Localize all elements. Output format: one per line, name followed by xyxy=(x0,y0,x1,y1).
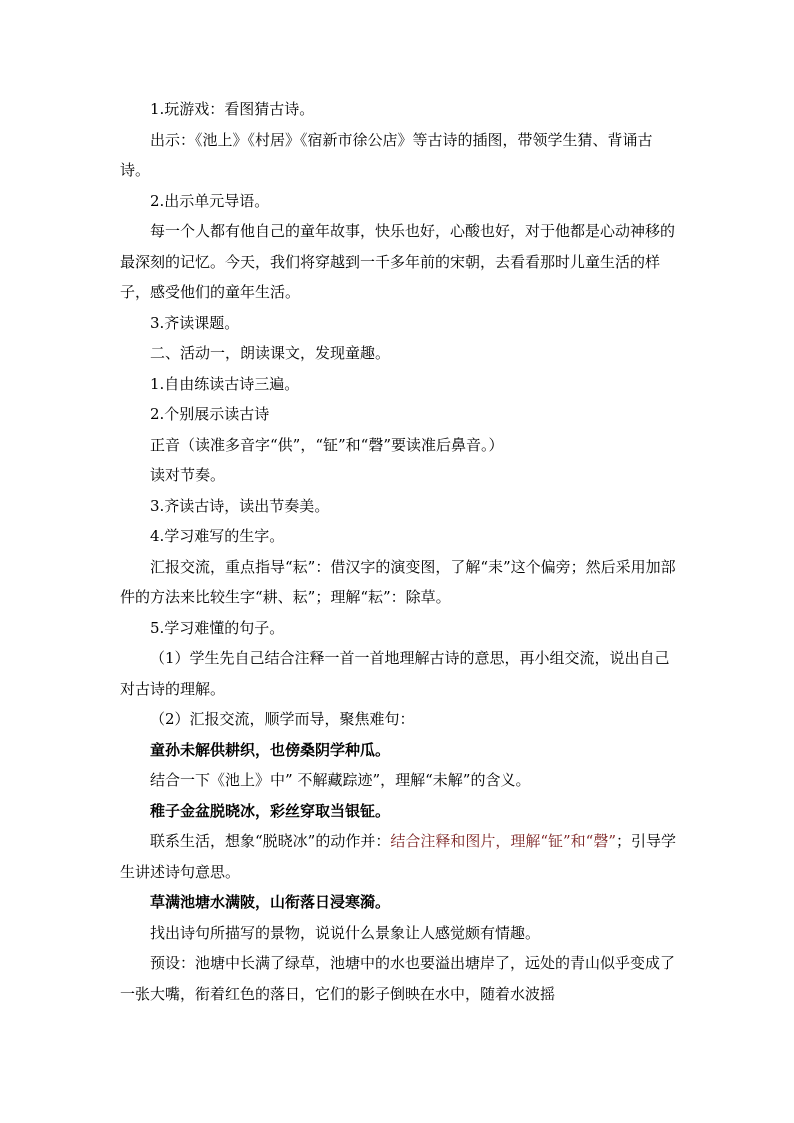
poem-line-two: 稚子金盆脱晓冰，彩丝穿取当银钲。 xyxy=(150,801,391,820)
paragraph-find-scenery: 找出诗句所描写的景物，说说什么景象让人感觉颇有情趣。 xyxy=(150,923,541,942)
paragraph-unit-intro: 每一个人都有他自己的童年故事，快乐也好，心酸也好，对于他都是心动神移的最深刻的记忆。今天，我们将穿越到一千多年前的宋朝，去看看那时儿童生活的样子，感受他们的童年生活。 xyxy=(120,222,676,301)
paragraph-activity-one: 二、活动一，朗读课文，发现童趣。 xyxy=(150,344,391,362)
paragraph-explain-zheng xyxy=(120,826,680,887)
paragraph-read-title: 3.齐读课题。 xyxy=(150,313,240,332)
paragraph-group-reading: 3.齐读古诗，读出节奏美。 xyxy=(150,496,330,515)
paragraph-game: 1.玩游戏：看图猜古诗。 xyxy=(150,100,315,118)
paragraph-pronunciation: 正音（读准多音字“供”，“钲”和“磬”要读准后鼻音。） xyxy=(150,435,504,454)
explain-zheng-tail: ；引导学生讲述诗句意思。 xyxy=(120,832,677,881)
paragraph-show-pictures: 出示：《池上》《村居》《宿新市徐公店》等古诗的插图，带领学生猜、背诵古诗。 xyxy=(120,130,653,179)
paragraph-rhythm: 读对节奏。 xyxy=(150,466,226,484)
paragraph-step-two: （2）汇报交流，顺学而导，聚焦难句： xyxy=(150,710,415,728)
poem-line-three: 草满池塘水满陂，山衔落日浸寒漪。 xyxy=(150,893,391,911)
paragraph-individual-reading: 2.个别展示读古诗 xyxy=(150,405,270,423)
paragraph-hard-sentences: 5.学习难懂的句子。 xyxy=(150,618,285,637)
paragraph-explain-weijie: 结合一下《池上》中” 不解藏踪迹”，理解“未解”的含义。 xyxy=(150,771,531,789)
explain-zheng-highlight: 结合注释和图片，理解“钲”和“磬” xyxy=(390,832,617,850)
explain-zheng-lead: 联系生活，想象“脱晓冰”的动作并： xyxy=(150,832,391,850)
document-body xyxy=(120,94,680,1009)
paragraph-free-reading: 1.自由练读古诗三遍。 xyxy=(150,374,300,393)
paragraph-hard-characters: 4.学习难写的生字。 xyxy=(150,527,285,545)
paragraph-preset: 预设：池塘中长满了绿草，池塘中的水也要溢出塘岸了，远处的青山似乎变成了一张大嘴，衔着红色的落日，它们的影子倒映在水中，随着水波摇 xyxy=(120,954,676,1003)
poem-line-one: 童孙未解供耕织，也傍桑阴学种瓜。 xyxy=(150,740,391,759)
paragraph-character-guidance: 汇报交流，重点指导“耘”：借汉字的演变图，了解“耒”这个偏旁；然后采用加部件的方法来比较生字“耕、耘”；理解“耘”：除草。 xyxy=(120,557,676,606)
paragraph-unit-intro-heading: 2.出示单元导语。 xyxy=(150,191,270,210)
paragraph-step-one: （1）学生先自己结合注释一首一首地理解古诗的意思，再小组交流，说出自己对古诗的理解。 xyxy=(120,649,670,698)
